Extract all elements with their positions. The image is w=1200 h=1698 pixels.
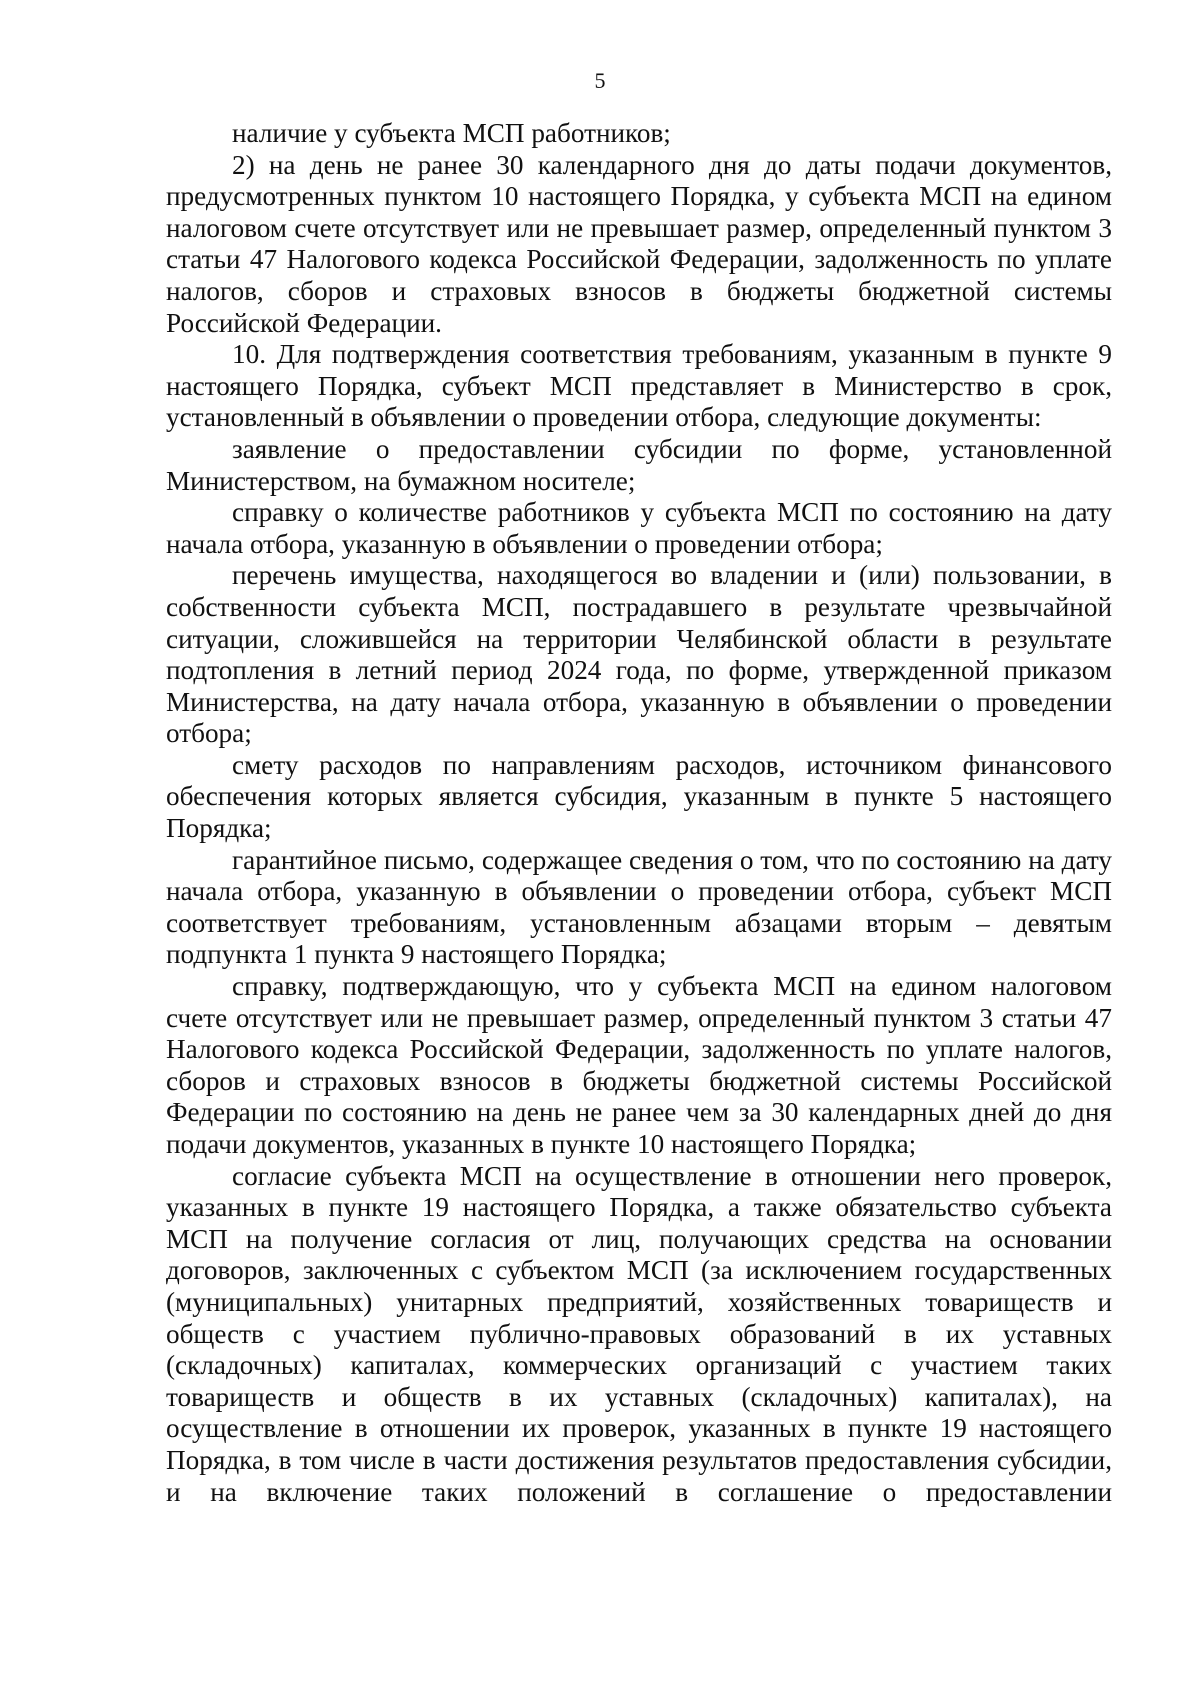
paragraph: 10. Для подтверждения соответствия требованиям, указанным в пункте 9 настоящего Порядка, субъект МСП представляет в Министерство в срок, установленный в объявлении о проведении отбора, следующие документы: (166, 339, 1112, 433)
paragraph: справку о количестве работников у субъекта МСП по состоянию на дату начала отбора, указанную в объявлении о проведении отбора; (166, 497, 1112, 559)
page-number: 5 (594, 68, 606, 93)
paragraph: наличие у субъекта МСП работников; (232, 118, 671, 148)
paragraph: перечень имущества, находящегося во владении и (или) пользовании, в собственности субъекта МСП, пострадавшего в результате чрезвычайной ситуации, сложившейся на территории Челябинской области в результате подтопления в летний период 2024 года, по форме, утвержденной приказом Министерства, на дату начала отбора, указанную в объявлении о проведении отбора; (166, 560, 1112, 749)
paragraph: заявление о предоставлении субсидии по форме, установленной Министерством, на бумажном носителе; (166, 433, 1112, 496)
paragraph: согласие субъекта МСП на осуществление в отношении него проверок, указанных в пункте 19 настоящего Порядка, а также обязательство субъекта МСП на получение согласия от лиц, получающих средства на основании договоров, заключенных с субъектом МСП (за исключением государственных (муниципальных) унитарных предприятий, хозяйственных товариществ и обществ с участием публично-правовых образований в их уставных (складочных) капиталах, коммерческих организаций с участием таких товариществ и обществ в их уставных (складочных) капиталах), на осуществление в отношении их проверок, указанных в пункте 19 настоящего Порядка, в том числе в части достижения результатов предоставления субсидии, и на включение таких положений в соглашение о предоставлении (166, 1160, 1112, 1507)
paragraph: смету расходов по направлениям расходов, источником финансового обеспечения которых является субсидия, указанным в пункте 5 настоящего Порядка; (166, 749, 1112, 844)
paragraph: гарантийное письмо, содержащее сведения о том, что по состоянию на дату начала отбора, указанную в объявлении о проведении отбора, субъект МСП соответствует требованиям, установленным абзацами вторым – девятым подпункта 1 пункта 9 настоящего Порядка; (166, 844, 1112, 970)
paragraph: 2) на день не ранее 30 календарного дня до даты подачи документов, предусмотренных пунктом 10 настоящего Порядка, у субъекта МСП на едином налоговом счете отсутствует или не превышает размер, определенный пунктом 3 статьи 47 Налогового кодекса Российской Федерации, задолженность по уплате налогов, сборов и страховых взносов в бюджеты бюджетной системы Российской Федерации. (166, 149, 1112, 338)
paragraph: справку, подтверждающую, что у субъекта МСП на едином налоговом счете отсутствует или не превышает размер, определенный пунктом 3 статьи 47 Налогового кодекса Российской Федерации, задолженность по уплате налогов, сборов и страховых взносов в бюджеты бюджетной системы Российской Федерации по состоянию на день не ранее чем за 30 календарных дней до дня подачи документов, указанных в пункте 10 настоящего Порядка; (166, 971, 1112, 1159)
document-body (166, 118, 1112, 1508)
